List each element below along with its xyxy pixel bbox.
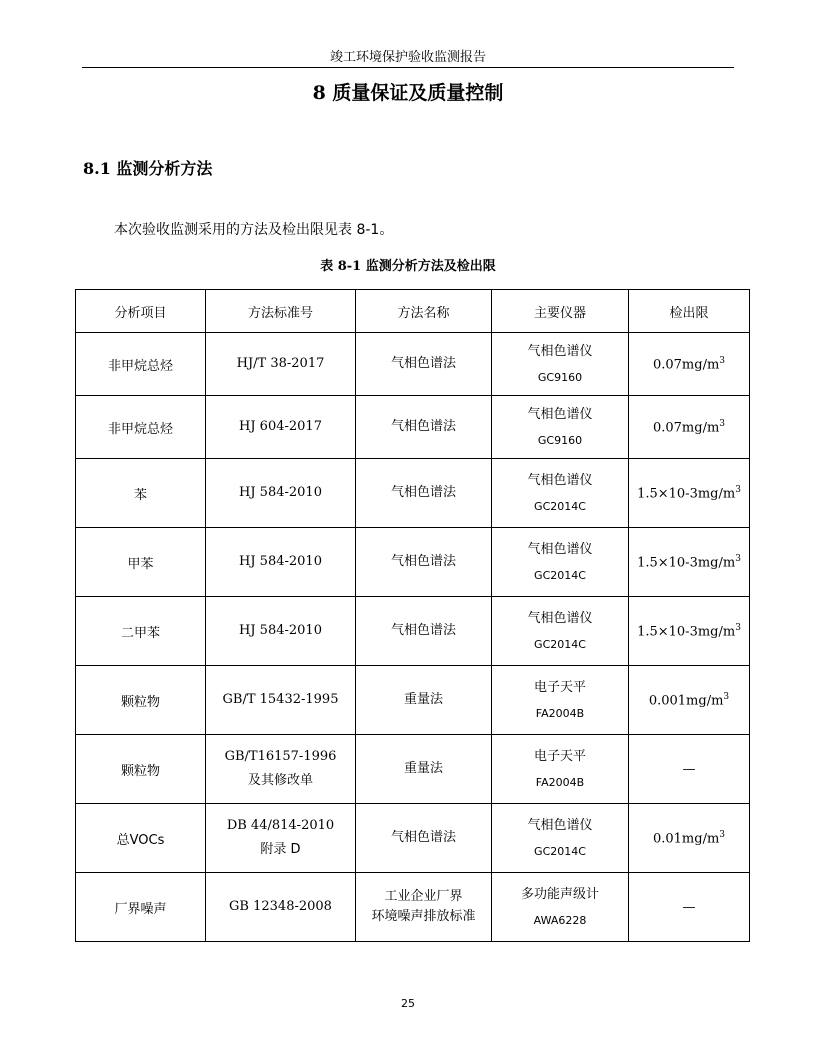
methods-table	[75, 289, 750, 942]
method-name: 气相色谱法	[390, 623, 456, 638]
cell-instrument	[492, 396, 629, 459]
table-row	[76, 666, 750, 735]
cell-standard	[206, 735, 356, 804]
detection-limit-value: 0.07mg/m	[652, 420, 720, 436]
cell-item: 二甲苯	[76, 597, 206, 666]
method-name: 气相色谱法	[390, 419, 456, 434]
detection-limit-exponent: 3	[735, 622, 741, 633]
cell-instrument	[492, 804, 629, 873]
standard-number: GB/T16157-1996	[224, 749, 337, 764]
table-row	[76, 597, 750, 666]
cell-method	[356, 597, 492, 666]
cell-instrument	[492, 735, 629, 804]
chapter-title: 8 质量保证及质量控制	[312, 82, 504, 104]
cell-item: 非甲烷总烃	[76, 396, 206, 459]
cell-standard	[206, 873, 356, 942]
method-name: 气相色谱法	[390, 485, 456, 500]
standard-number: GB 12348-2008	[229, 899, 332, 914]
method-name: 重量法	[403, 761, 443, 776]
cell-method	[356, 804, 492, 873]
standard-number: HJ 604-2017	[239, 419, 322, 434]
page-number: 25	[401, 997, 415, 1010]
table-row	[76, 333, 750, 396]
detection-limit-value: 1.5×10-3mg/m	[637, 555, 736, 571]
instrument-name: 气相色谱仪	[527, 611, 593, 626]
cell-standard	[206, 333, 356, 396]
detection-limit-value: 1.5×10-3mg/m	[637, 624, 736, 640]
section-title: 8.1 监测分析方法	[83, 159, 213, 178]
cell-instrument	[492, 333, 629, 396]
column-header-limit: 检出限	[629, 290, 750, 333]
instrument-model: AWA6228	[533, 914, 587, 927]
intro-paragraph: 本次验收监测采用的方法及检出限见表 8-1。	[114, 222, 394, 238]
cell-standard	[206, 459, 356, 528]
cell-instrument	[492, 597, 629, 666]
table-row	[76, 873, 750, 942]
cell-item: 厂界噪声	[76, 873, 206, 942]
cell-item: 甲苯	[76, 528, 206, 597]
standard-number: HJ 584-2010	[239, 554, 322, 569]
detection-limit-exponent: 3	[735, 553, 741, 564]
table-row	[76, 804, 750, 873]
cell-standard	[206, 528, 356, 597]
detection-limit-value: 1.5×10-3mg/m	[637, 486, 736, 502]
detection-limit-exponent: 3	[735, 484, 741, 495]
instrument-model: FA2004B	[535, 776, 585, 789]
cell-detection-limit	[629, 459, 750, 528]
cell-standard	[206, 597, 356, 666]
standard-number: DB 44/814-2010	[226, 818, 335, 833]
instrument-name: 气相色谱仪	[527, 818, 593, 833]
detection-limit-exponent: 3	[723, 691, 730, 702]
standard-number: HJ 584-2010	[239, 485, 322, 500]
cell-item: 非甲烷总烃	[76, 333, 206, 396]
cell-method	[356, 528, 492, 597]
instrument-model: FA2004B	[535, 707, 585, 720]
detection-limit-exponent: 3	[719, 418, 726, 429]
column-header-instrument: 主要仪器	[492, 290, 629, 333]
cell-method	[356, 873, 492, 942]
header-divider	[82, 67, 734, 68]
instrument-name: 电子天平	[533, 749, 586, 764]
table-row	[76, 396, 750, 459]
cell-item: 总VOCs	[76, 804, 206, 873]
table-row	[76, 735, 750, 804]
report-header-title: 竣工环境保护验收监测报告	[329, 50, 486, 65]
cell-detection-limit	[629, 396, 750, 459]
instrument-name: 电子天平	[533, 680, 586, 695]
cell-method	[356, 459, 492, 528]
table-body	[76, 333, 750, 942]
detection-limit-value: 0.001mg/m	[648, 693, 724, 709]
cell-detection-limit	[629, 804, 750, 873]
cell-detection-limit	[629, 735, 750, 804]
instrument-name: 气相色谱仪	[527, 344, 593, 359]
instrument-model: GC9160	[537, 434, 583, 447]
table-row	[76, 528, 750, 597]
standard-note: 及其修改单	[247, 773, 313, 788]
instrument-name: 气相色谱仪	[527, 407, 593, 422]
instrument-model: GC2014C	[534, 845, 586, 858]
cell-detection-limit	[629, 666, 750, 735]
method-name: 气相色谱法	[390, 356, 456, 371]
cell-detection-limit	[629, 873, 750, 942]
cell-standard	[206, 804, 356, 873]
table-header-row	[76, 290, 750, 333]
cell-standard	[206, 396, 356, 459]
detection-limit-value: 0.01mg/m	[652, 831, 720, 847]
method-name-line2: 环境噪声排放标准	[371, 909, 476, 924]
instrument-name: 多功能声级计	[520, 887, 599, 902]
column-header-method: 方法名称	[356, 290, 492, 333]
cell-method	[356, 666, 492, 735]
cell-method	[356, 396, 492, 459]
instrument-name: 气相色谱仪	[527, 473, 593, 488]
method-name: 重量法	[403, 692, 443, 707]
detection-limit-exponent: 3	[719, 829, 726, 840]
cell-instrument	[492, 873, 629, 942]
cell-standard	[206, 666, 356, 735]
cell-item: 颗粒物	[76, 666, 206, 735]
standard-number: HJ/T 38-2017	[236, 356, 325, 371]
column-header-item: 分析项目	[76, 290, 206, 333]
instrument-model: GC2014C	[534, 638, 586, 651]
method-name: 气相色谱法	[390, 830, 456, 845]
detection-limit-exponent: 3	[719, 355, 726, 366]
cell-detection-limit	[629, 528, 750, 597]
cell-instrument	[492, 459, 629, 528]
cell-method	[356, 333, 492, 396]
instrument-model: GC2014C	[534, 500, 586, 513]
standard-note: 附录 D	[260, 842, 301, 857]
detection-limit-value: —	[682, 899, 696, 915]
cell-method	[356, 735, 492, 804]
cell-item: 颗粒物	[76, 735, 206, 804]
detection-limit-value: —	[682, 761, 696, 777]
cell-instrument	[492, 528, 629, 597]
cell-instrument	[492, 666, 629, 735]
detection-limit-value: 0.07mg/m	[652, 357, 720, 373]
cell-detection-limit	[629, 333, 750, 396]
method-name: 气相色谱法	[390, 554, 456, 569]
standard-number: HJ 584-2010	[239, 623, 322, 638]
instrument-model: GC2014C	[534, 569, 586, 582]
instrument-name: 气相色谱仪	[527, 542, 593, 557]
instrument-model: GC9160	[537, 371, 583, 384]
cell-item: 苯	[76, 459, 206, 528]
table-caption: 表 8-1 监测分析方法及检出限	[320, 259, 496, 274]
column-header-standard: 方法标准号	[206, 290, 356, 333]
method-name: 工业企业厂界	[384, 889, 463, 904]
cell-detection-limit	[629, 597, 750, 666]
standard-number: GB/T 15432-1995	[222, 692, 339, 707]
table-row	[76, 459, 750, 528]
